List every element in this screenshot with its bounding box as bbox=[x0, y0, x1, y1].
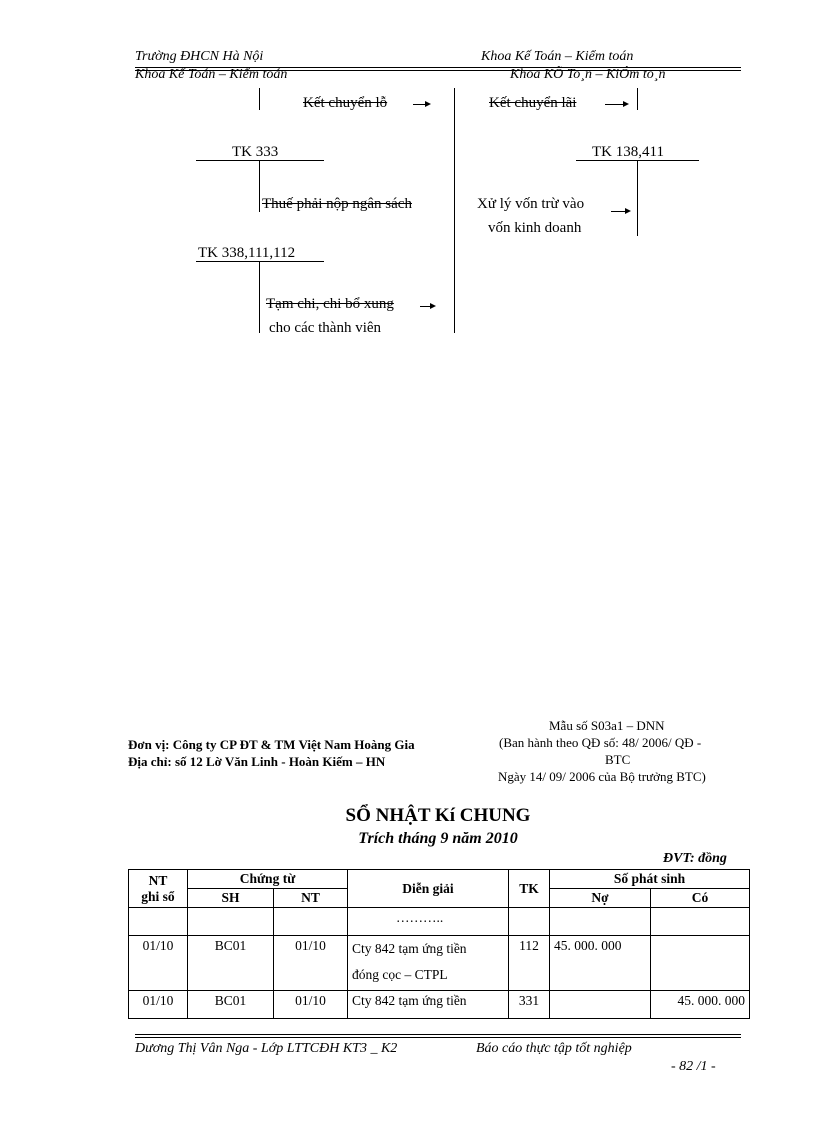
col-description: Diễn giải bbox=[348, 870, 509, 908]
journal-table bbox=[128, 869, 750, 1019]
issued-by-line2: BTC bbox=[605, 752, 631, 767]
table-row: 01/10 BC01 01/10 Cty 842 tạm ứng tiền 331 45. 000. 000 bbox=[129, 991, 750, 1019]
account-333-axis bbox=[259, 160, 260, 212]
table-row: 01/10 BC01 01/10 Cty 842 tạm ứng tiền đóng cọc – CTPL 112 45. 000. 000 bbox=[129, 936, 750, 991]
transfer-loss-label: Kết chuyển lỗ bbox=[303, 95, 388, 111]
journal-subtitle: Trích tháng 9 năm 2010 bbox=[358, 830, 518, 847]
col-voucher-date: NT bbox=[274, 889, 348, 908]
ellipsis-cell: ……….. bbox=[348, 908, 509, 936]
diagram-line-right-top bbox=[637, 88, 638, 110]
header-row-1 bbox=[129, 870, 750, 889]
currency-unit: ĐVT: đồng bbox=[663, 851, 727, 866]
transfer-profit-arrow bbox=[605, 104, 623, 105]
advance-payment-line2: cho các thành viên bbox=[269, 320, 382, 336]
capital-deduction-arrow bbox=[611, 211, 625, 212]
header-faculty-garbled: Khoa KÕ To¸n – KiÓm to¸n bbox=[510, 67, 666, 82]
col-account: TK bbox=[509, 870, 550, 908]
capital-deduction-line2: vốn kinh doanh bbox=[488, 220, 582, 236]
account-338-rule bbox=[196, 261, 324, 262]
footer-rule-top bbox=[135, 1034, 741, 1035]
account-338-label: TK 338,111,112 bbox=[198, 245, 296, 261]
diagram-line-left-top bbox=[259, 88, 260, 110]
header-school: Trường ĐHCN Hà Nội bbox=[135, 49, 264, 64]
account-333-rule bbox=[196, 160, 324, 161]
transfer-profit-label: Kết chuyển lãi bbox=[489, 95, 577, 111]
col-credit: Có bbox=[651, 889, 750, 908]
diagram-center-axis bbox=[454, 88, 455, 333]
table-row bbox=[129, 908, 750, 936]
header-faculty-repeat: Khoa Kế Toán – Kiểm toán bbox=[135, 67, 288, 82]
form-number: Mẫu số S03a1 – DNN bbox=[549, 718, 665, 733]
account-333-label: TK 333 bbox=[232, 144, 279, 160]
account-138-411-label: TK 138,411 bbox=[592, 144, 664, 160]
advance-payment-arrow bbox=[420, 306, 430, 307]
advance-payment-line1: Tạm chi, chi bổ xung bbox=[266, 296, 394, 312]
journal-title: SỔ NHẬT Kí CHUNG bbox=[345, 805, 531, 826]
footer-report-title: Báo cáo thực tập tốt nghiệp bbox=[476, 1041, 632, 1056]
footer-rule-bottom bbox=[135, 1037, 741, 1038]
description-cell: Cty 842 tạm ứng tiền đóng cọc – CTPL bbox=[348, 936, 509, 991]
tax-payable-label: Thuế phải nộp ngân sách bbox=[262, 196, 412, 212]
account-138-411-axis bbox=[637, 160, 638, 236]
page-number: - 82 /1 - bbox=[671, 1059, 716, 1074]
col-debit: Nợ bbox=[550, 889, 651, 908]
header-faculty: Khoa Kế Toán – Kiểm toán bbox=[481, 49, 634, 64]
col-voucher-number: SH bbox=[188, 889, 274, 908]
issued-by-line3: Ngày 14/ 09/ 2006 của Bộ trưởng BTC) bbox=[498, 769, 706, 784]
footer-author: Dương Thị Vân Nga - Lớp LTTCĐH KT3 _ K2 bbox=[135, 1041, 398, 1056]
col-posting-date: NT ghi sổ bbox=[129, 870, 188, 908]
transfer-loss-arrow bbox=[413, 104, 425, 105]
capital-deduction-line1: Xử lý vốn trừ vào bbox=[477, 196, 585, 212]
entity-address: Địa chỉ: số 12 Lờ Văn Linh - Hoàn Kiếm – HN bbox=[128, 754, 386, 769]
entity-unit: Đơn vị: Công ty CP ĐT & TM Việt Nam Hoàng Gia bbox=[128, 737, 415, 752]
issued-by-line1: (Ban hành theo QĐ số: 48/ 2006/ QĐ - bbox=[499, 735, 702, 750]
account-338-axis bbox=[259, 261, 260, 333]
col-amount: Số phát sinh bbox=[550, 870, 750, 889]
col-voucher: Chứng từ bbox=[188, 870, 348, 889]
